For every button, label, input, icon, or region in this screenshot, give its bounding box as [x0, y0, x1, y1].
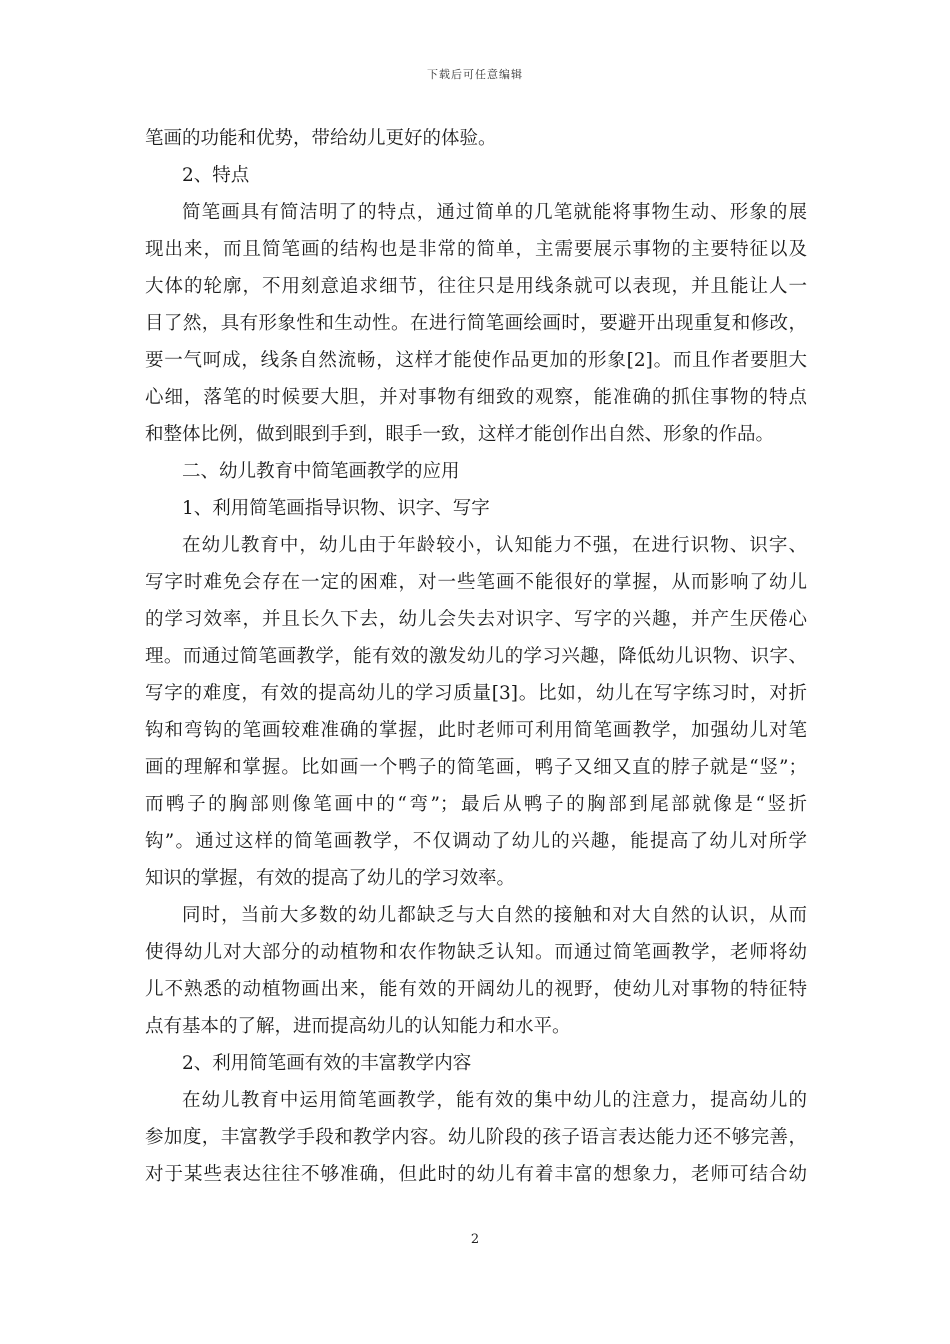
text-line: 知识的掌握，有效的提高了幼儿的学习效率。 — [145, 868, 516, 889]
text-line: 的学习效率，并且长久下去，幼儿会失去对识字、写字的兴趣，并产生厌倦心 — [145, 609, 807, 630]
page-number: 2 — [470, 1232, 480, 1247]
text-line: 写字时难免会存在一定的困难，对一些笔画不能很好的掌握，从而影响了幼儿 — [145, 572, 807, 593]
text-line: 理。而通过简笔画教学，能有效的激发幼儿的学习兴趣，降低幼儿识物、识字、 — [145, 646, 807, 667]
text-line: 要一气呵成，线条自然流畅，这样才能使作品更加的形象[2]。而且作者要胆大 — [145, 350, 807, 371]
text-line: 在幼儿教育中运用简笔画教学，能有效的集中幼儿的注意力，提高幼儿的 — [182, 1090, 807, 1111]
text-line: 使得幼儿对大部分的动植物和农作物缺乏认知。而通过简笔画教学，老师将幼 — [145, 942, 807, 963]
page-header: 下载后可任意编辑 — [427, 68, 523, 81]
text-line: 点有基本的了解，进而提高幼儿的认知能力和水平。 — [145, 1016, 571, 1037]
text-line: 儿不熟悉的动植物画出来，能有效的开阔幼儿的视野，使幼儿对事物的特征特 — [145, 979, 807, 1000]
text-line: 大体的轮廓，不用刻意追求细节，往往只是用线条就可以表现，并且能让人一 — [145, 276, 807, 297]
text-line: 现出来，而且简笔画的结构也是非常的简单，主需要展示事物的主要特征以及 — [145, 239, 807, 260]
text-line: 在幼儿教育中，幼儿由于年龄较小，认知能力不强，在进行识物、识字、 — [182, 535, 807, 556]
text-line: 对于某些表达往往不够准确，但此时的幼儿有着丰富的想象力，老师可结合幼 — [145, 1164, 807, 1185]
text-line: 而鸭子的胸部则像笔画中的“弯”；最后从鸭子的胸部到尾部就像是“竖折 — [145, 794, 807, 815]
text-line: 和整体比例，做到眼到手到，眼手一致，这样才能创作出自然、形象的作品。 — [145, 424, 775, 445]
text-line: 同时，当前大多数的幼儿都缺乏与大自然的接触和对大自然的认识，从而 — [182, 905, 807, 926]
text-line: 心细，落笔的时候要大胆，并对事物有细致的观察，能准确的抓住事物的特点 — [145, 387, 807, 408]
text-line: 参加度，丰富教学手段和教学内容。幼儿阶段的孩子语言表达能力还不够完善， — [145, 1127, 807, 1148]
text-line: 目了然，具有形象性和生动性。在进行简笔画绘画时，要避开出现重复和修改， — [145, 313, 807, 334]
text-line: 2、利用简笔画有效的丰富教学内容 — [182, 1053, 472, 1074]
text-line: 画的理解和掌握。比如画一个鸭子的简笔画，鸭子又细又直的脖子就是“竖”； — [145, 757, 807, 778]
text-line: 简笔画具有简洁明了的特点，通过简单的几笔就能将事物生动、形象的展 — [182, 202, 807, 223]
text-line: 写字的难度，有效的提高幼儿的学习质量[3]。比如，幼儿在写字练习时，对折 — [145, 683, 807, 704]
text-line: 1、利用简笔画指导识物、识字、写字 — [182, 498, 490, 519]
text-line: 二、幼儿教育中简笔画教学的应用 — [182, 461, 460, 482]
text-line: 2、特点 — [182, 165, 250, 186]
text-line: 钩”。通过这样的简笔画教学，不仅调动了幼儿的兴趣，能提高了幼儿对所学 — [145, 831, 807, 852]
text-line: 笔画的功能和优势，带给幼儿更好的体验。 — [145, 128, 497, 149]
document-body — [145, 120, 807, 1193]
text-line: 钩和弯钩的笔画较难准确的掌握，此时老师可利用简笔画教学，加强幼儿对笔 — [145, 720, 807, 741]
